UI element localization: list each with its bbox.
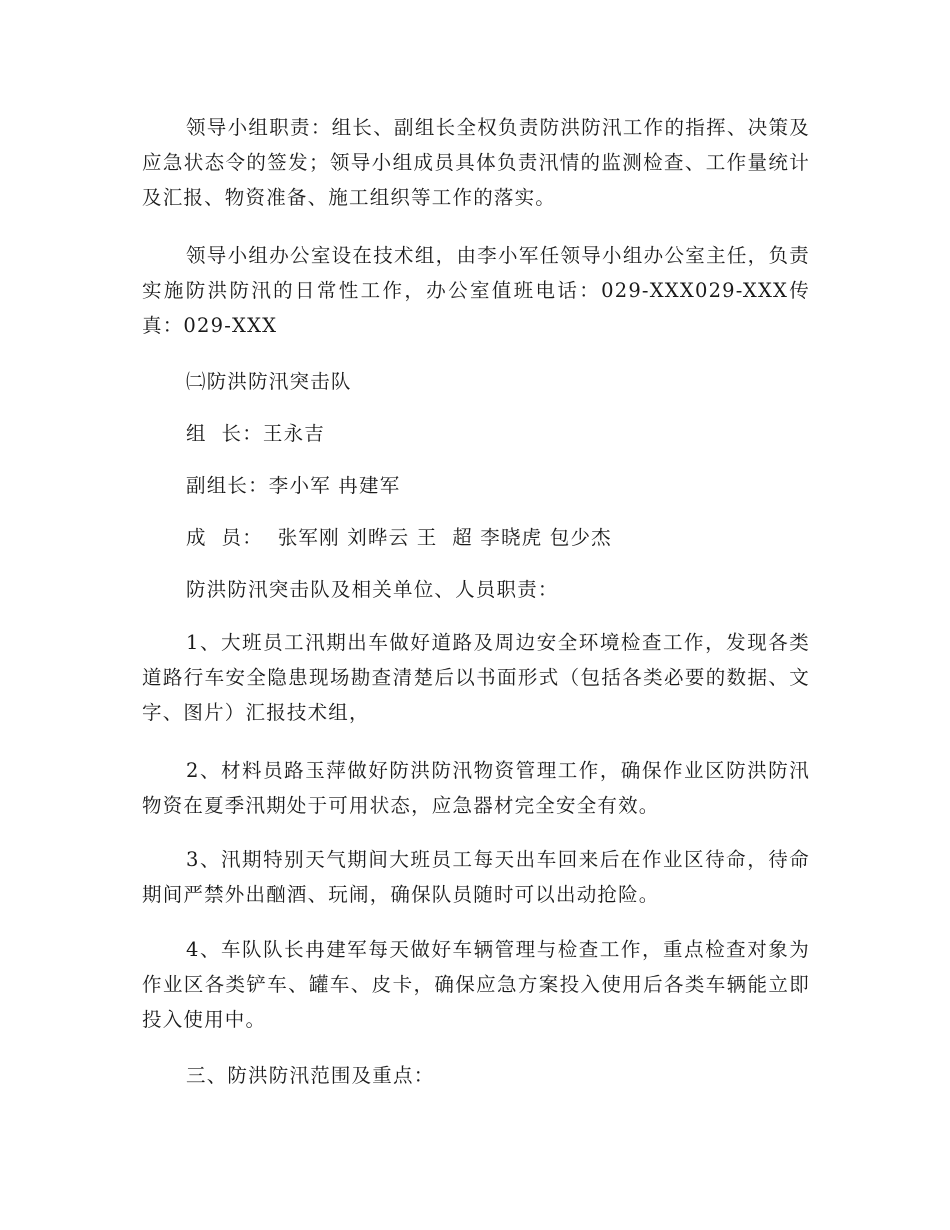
duty-item-1: 1、大班员工汛期出车做好道路及周边安全环境检查工作，发现各类道路行车安全隐患现场勘查清楚后以书面形式（包括各类必要的数据、文字、图片）汇报技术组， (142, 631, 810, 724)
duty-item-4: 4、车队队长冉建军每天做好车辆管理与检查工作，重点检查对象为作业区各类铲车、罐车、皮卡，确保应急方案投入使用后各类车辆能立即投入使用中。 (142, 938, 810, 1031)
paragraph-office-info: 领导小组办公室设在技术组，由李小军任领导小组办公室主任，负责实施防洪防汛的日常性工作，办公室值班电话：029-XXX029-XXX传真：029-XXX (142, 244, 810, 337)
team-leader-line: 组 长：王永吉 (186, 422, 325, 445)
section-title-scope: 三、防洪防汛范围及重点： (186, 1064, 435, 1087)
duties-intro-line: 防洪防汛突击队及相关单位、人员职责： (186, 578, 559, 601)
paragraph-leadership-duties: 领导小组职责：组长、副组长全权负责防洪防汛工作的指挥、决策及应急状态令的签发；领导小组成员具体负责汛情的监测检查、工作量统计及汇报、物资准备、施工组织等工作的落实。 (142, 116, 810, 209)
duty-item-2: 2、材料员路玉萍做好防洪防汛物资管理工作，确保作业区防洪防汛物资在夏季汛期处于可用状态，应急器材完全安全有效。 (142, 759, 810, 817)
deputy-leader-line: 副组长：李小军 冉建军 (186, 474, 401, 497)
duty-item-3: 3、汛期特别天气期间大班员工每天出车回来后在作业区待命，待命期间严禁外出酗酒、玩闹，确保队员随时可以出动抢险。 (142, 848, 810, 906)
members-line: 成 员： 张军刚 刘晔云 王 超 李晓虎 包少杰 (186, 526, 612, 549)
section-title-commando-team: ㈡防洪防汛突击队 (186, 370, 352, 393)
